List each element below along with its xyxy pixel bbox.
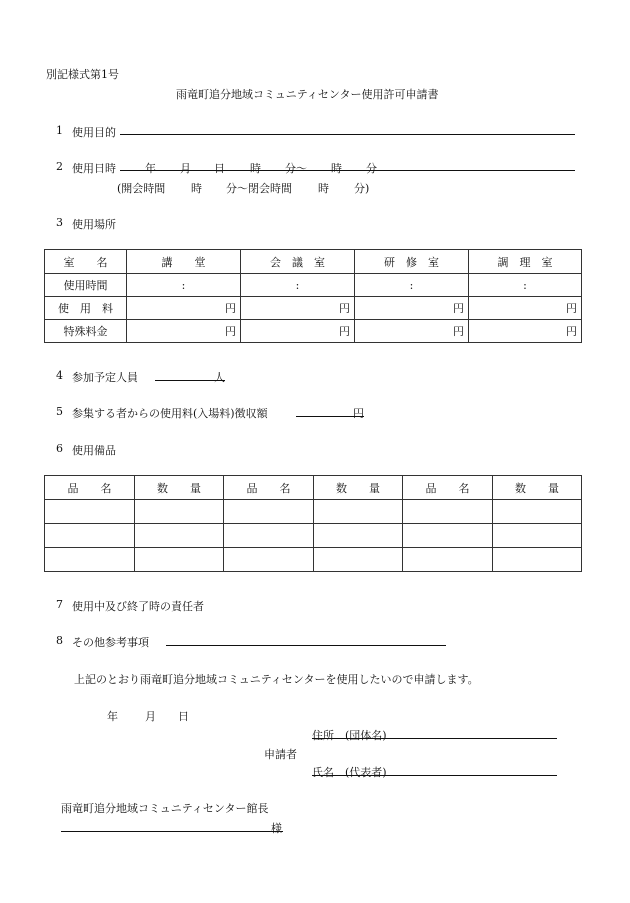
hour-unit: 時: [250, 162, 261, 175]
page-title: 雨竜町追分地域コミュニティセンター使用許可申請書: [176, 88, 439, 101]
room-table: [44, 249, 582, 343]
date-day: 日: [178, 710, 189, 723]
close-hour-unit: 時: [318, 182, 329, 195]
item-name-header: 品 名: [224, 476, 314, 500]
item-name-header: 品 名: [45, 476, 135, 500]
day-unit: 日: [214, 162, 225, 175]
item2-label: 使用日時: [72, 162, 116, 175]
fee-cell[interactable]: 円: [241, 297, 355, 320]
equipment-cell[interactable]: [45, 548, 135, 572]
item7-label: 使用中及び終了時の責任者: [72, 600, 204, 613]
equipment-cell[interactable]: [224, 548, 314, 572]
room-table-header: [45, 250, 582, 274]
hour2-unit: 時: [331, 162, 342, 175]
addressee-honorific: 様: [271, 822, 282, 835]
item2-number: 2: [56, 160, 63, 173]
special-fee-cell[interactable]: 円: [469, 320, 582, 343]
item6-label: 使用備品: [72, 444, 116, 457]
form-number: 別記様式第1号: [46, 68, 119, 81]
time-cell[interactable]: :: [127, 274, 241, 297]
remarks-field[interactable]: [166, 632, 446, 646]
table-row: [45, 297, 582, 320]
address-label: 住所 (団体名): [312, 729, 387, 742]
equipment-cell[interactable]: [224, 500, 314, 524]
month-unit: 月: [180, 162, 191, 175]
equipment-table: [44, 475, 582, 572]
row-label-time: 使用時間: [45, 274, 127, 297]
equipment-cell[interactable]: [403, 548, 493, 572]
time-cell[interactable]: :: [355, 274, 469, 297]
item1-number: 1: [56, 124, 63, 137]
item8-label: その他参考事項: [72, 636, 149, 649]
attendees-unit: 人: [214, 371, 225, 384]
table-row: [45, 500, 582, 524]
row-label-fee: 使 用 料: [45, 297, 127, 320]
equipment-cell[interactable]: [45, 500, 135, 524]
equipment-cell[interactable]: [493, 500, 582, 524]
room-name-header: 室 名: [45, 250, 127, 274]
quantity-header: 数 量: [493, 476, 582, 500]
time-cell[interactable]: :: [469, 274, 582, 297]
item1-label: 使用目的: [72, 126, 116, 139]
address-field[interactable]: [312, 725, 557, 739]
equipment-cell[interactable]: [135, 524, 224, 548]
item4-label: 参加予定人員: [72, 371, 138, 384]
equipment-cell[interactable]: [493, 524, 582, 548]
quantity-header: 数 量: [135, 476, 224, 500]
equipment-cell[interactable]: [45, 524, 135, 548]
item3-number: 3: [56, 216, 63, 229]
item4-number: 4: [56, 369, 63, 382]
item3-label: 使用場所: [72, 218, 116, 231]
close-time-label: 分〜閉会時間: [226, 182, 292, 195]
fee-cell[interactable]: 円: [355, 297, 469, 320]
special-fee-cell[interactable]: 円: [241, 320, 355, 343]
table-row: [45, 320, 582, 343]
addressee-field[interactable]: [61, 818, 283, 832]
addressee-org: 雨竜町追分地域コミュニティセンター館長: [61, 802, 269, 815]
equipment-cell[interactable]: [403, 500, 493, 524]
close-minute-unit: 分): [354, 182, 370, 195]
room-header-hall: 講 堂: [127, 250, 241, 274]
equipment-table-header: [45, 476, 582, 500]
date-month: 月: [145, 710, 156, 723]
special-fee-cell[interactable]: 円: [127, 320, 241, 343]
equipment-cell[interactable]: [314, 524, 403, 548]
admission-fee-unit: 円: [353, 407, 364, 420]
row-label-special-fee: 特殊料金: [45, 320, 127, 343]
application-statement: 上記のとおり雨竜町追分地域コミュニティセンターを使用したいので申請します。: [74, 673, 479, 686]
item6-number: 6: [56, 442, 63, 455]
minute-tilde-unit: 分〜: [285, 162, 307, 175]
minute2-unit: 分: [366, 162, 377, 175]
open-hour-unit: 時: [191, 182, 202, 195]
item5-label: 参集する者からの使用料(入場料)徴収額: [72, 407, 268, 420]
date-year: 年: [107, 710, 118, 723]
applicant-label: 申請者: [264, 748, 297, 761]
fee-cell[interactable]: 円: [469, 297, 582, 320]
name-field[interactable]: [312, 762, 557, 776]
table-row: [45, 274, 582, 297]
room-header-training: 研 修 室: [355, 250, 469, 274]
equipment-cell[interactable]: [314, 500, 403, 524]
purpose-field[interactable]: [120, 122, 575, 135]
equipment-cell[interactable]: [224, 524, 314, 548]
open-time-label: (開会時間: [117, 182, 166, 195]
quantity-header: 数 量: [314, 476, 403, 500]
equipment-cell[interactable]: [493, 548, 582, 572]
equipment-cell[interactable]: [135, 500, 224, 524]
equipment-cell[interactable]: [403, 524, 493, 548]
equipment-cell[interactable]: [314, 548, 403, 572]
item-name-header: 品 名: [403, 476, 493, 500]
name-label: 氏名 (代表者): [312, 766, 387, 779]
special-fee-cell[interactable]: 円: [355, 320, 469, 343]
item7-number: 7: [56, 598, 63, 611]
room-header-kitchen: 調 理 室: [469, 250, 582, 274]
equipment-cell[interactable]: [135, 548, 224, 572]
table-row: [45, 548, 582, 572]
room-header-meeting: 会 議 室: [241, 250, 355, 274]
item5-number: 5: [56, 405, 63, 418]
table-row: [45, 524, 582, 548]
fee-cell[interactable]: 円: [127, 297, 241, 320]
item8-number: 8: [56, 634, 63, 647]
time-cell[interactable]: :: [241, 274, 355, 297]
year-unit: 年: [145, 162, 156, 175]
